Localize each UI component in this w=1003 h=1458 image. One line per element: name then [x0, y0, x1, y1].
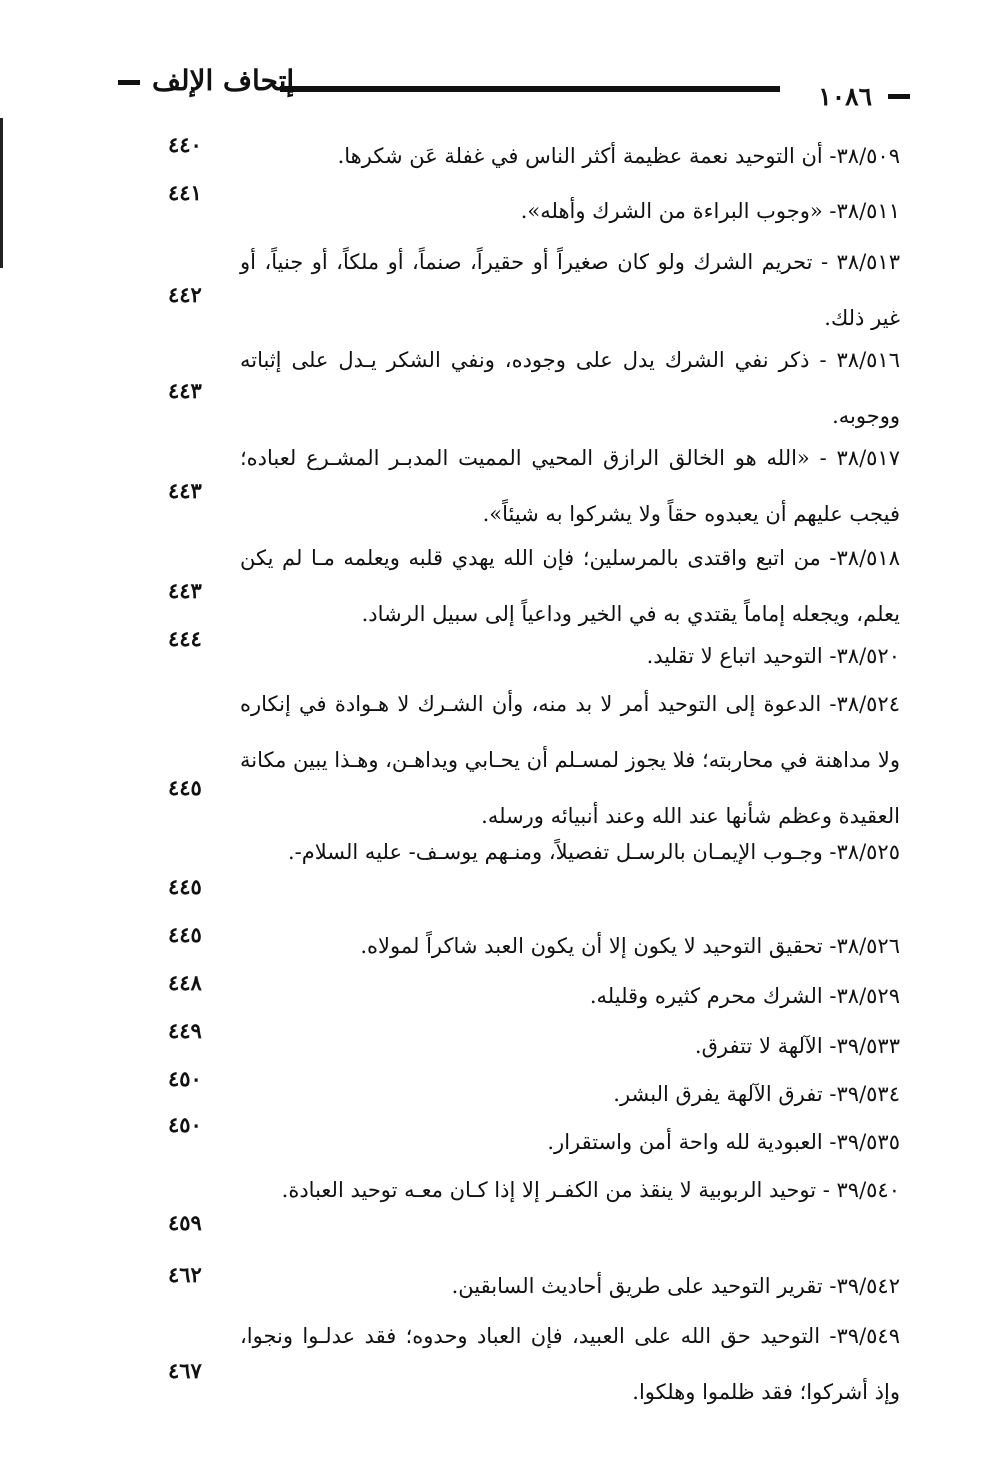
index-entry-535: ٣٩/٥٣٥- العبودية لله واحة أمن واستقرار.: [547, 1130, 900, 1154]
page-number: ١٠٨٦: [818, 82, 872, 111]
index-entry-542: ٣٩/٥٤٢- تقرير التوحيد على طريق أحاديث السابقين.: [451, 1274, 900, 1298]
entry-page-ref: ٤٤٣: [168, 478, 202, 503]
entry-page-ref: ٤٤٥: [168, 775, 202, 800]
header-rule: [280, 86, 780, 92]
index-entry-534: ٣٩/٥٣٤- تفرق الآلهة يفرق البشر.: [613, 1082, 900, 1106]
entry-page-ref: ٤٤٥: [168, 922, 202, 947]
index-entry-517: ٣٨/٥١٧ - «الله هو الخالق الرازق المحيي المميت المدبـر المشـرع لعباده؛ فيجب عليهم أن يعبدوه حقاً ولا يشركوا به شيئاً».: [240, 446, 900, 526]
entry-page-ref: ٤٤٣: [168, 378, 202, 403]
entry-page-ref: ٤٦٧: [168, 1358, 202, 1383]
index-entry-525: ٣٨/٥٢٥- وجـوب الإيمـان بالرسـل تفصيلاً، ومنـهم يوسـف- عليه السلام-.: [287, 840, 900, 864]
index-entry-526: ٣٨/٥٢٦- تحقيق التوحيد لا يكون إلا أن يكون العبد شاكراً لمولاه.: [360, 934, 900, 958]
entry-page-ref: ٤٥٩: [168, 1210, 202, 1235]
index-entry-549: ٣٩/٥٤٩- التوحيد حق الله على العبيد، فإن العباد وحدوه؛ فقد عدلـوا ونجوا، وإذ أشركوا؛ فقد ظلموا وهلكوا.: [240, 1324, 900, 1404]
index-entry-540: ٣٩/٥٤٠ - توحيد الربوبية لا ينقذ من الكفـر إلا إذا كـان معـه توحيد العبادة.: [281, 1178, 900, 1202]
entry-page-ref: ٤٤٥: [168, 874, 202, 899]
entry-page-ref: ٤٤٤: [168, 626, 202, 651]
index-entry-533: ٣٩/٥٣٣- الآلهة لا تتفرق.: [694, 1034, 900, 1058]
page-header: [100, 60, 910, 110]
index-entry-513: ٣٨/٥١٣ - تحريم الشرك ولو كان صغيراً أو حقيراً، صنماً، أو ملكاً، أو جنياً، أو غير ذلك.: [240, 250, 900, 330]
entry-page-ref: ٤٤٢: [168, 282, 202, 307]
header-dash-right: [888, 94, 910, 99]
entry-page-ref: ٤٤٠: [168, 132, 202, 157]
index-entry-511: ٣٨/٥١١- «وجوب البراءة من الشرك وأهله».: [520, 199, 900, 223]
entry-page-ref: ٤٦٢: [168, 1262, 202, 1287]
book-title: إتحاف الإلف: [152, 64, 295, 97]
index-entry-518: ٣٨/٥١٨- من اتبع واقتدى بالمرسلين؛ فإن الله يهدي قلبه ويعلمه مـا لم يكن يعلم، ويجعله إماماً يقتدي به في الخير وداعياً إلى سبيل الرشاد.: [240, 546, 900, 626]
scan-edge-line: [0, 118, 3, 268]
header-dash-left: [118, 80, 140, 85]
entry-page-ref: ٤٤٨: [168, 970, 202, 995]
entry-page-ref: ٤٤٩: [168, 1018, 202, 1043]
index-entry-524: ٣٨/٥٢٤- الدعوة إلى التوحيد أمر لا بد منه، وأن الشـرك لا هـوادة في إنكاره ولا مداهنة في محاربته؛ فلا يجوز لمسـلم أن يحـابي ويداهـن، وهـذا يبين مكانة العقيدة وعظم شأنها عند الله وعند أنبيائه ورسله.: [240, 692, 900, 828]
entry-page-ref: ٤٥٠: [168, 1112, 202, 1137]
index-entry-509: ٣٨/٥٠٩- أن التوحيد نعمة عظيمة أكثر الناس في غفلة عَن شكرها.: [337, 144, 900, 168]
index-entry-520: ٣٨/٥٢٠- التوحيد اتباع لا تقليد.: [646, 644, 900, 668]
entry-page-ref: ٤٥٠: [168, 1066, 202, 1091]
entry-page-ref: ٤٤٣: [168, 578, 202, 603]
entry-page-ref: ٤٤١: [168, 180, 202, 205]
index-entry-516: ٣٨/٥١٦ - ذكر نفي الشرك يدل على وجوده، ونفي الشكر يـدل على إثباته ووجوبه.: [240, 348, 900, 428]
index-entry-529: ٣٨/٥٢٩- الشرك محرم كثيره وقليله.: [589, 984, 900, 1008]
